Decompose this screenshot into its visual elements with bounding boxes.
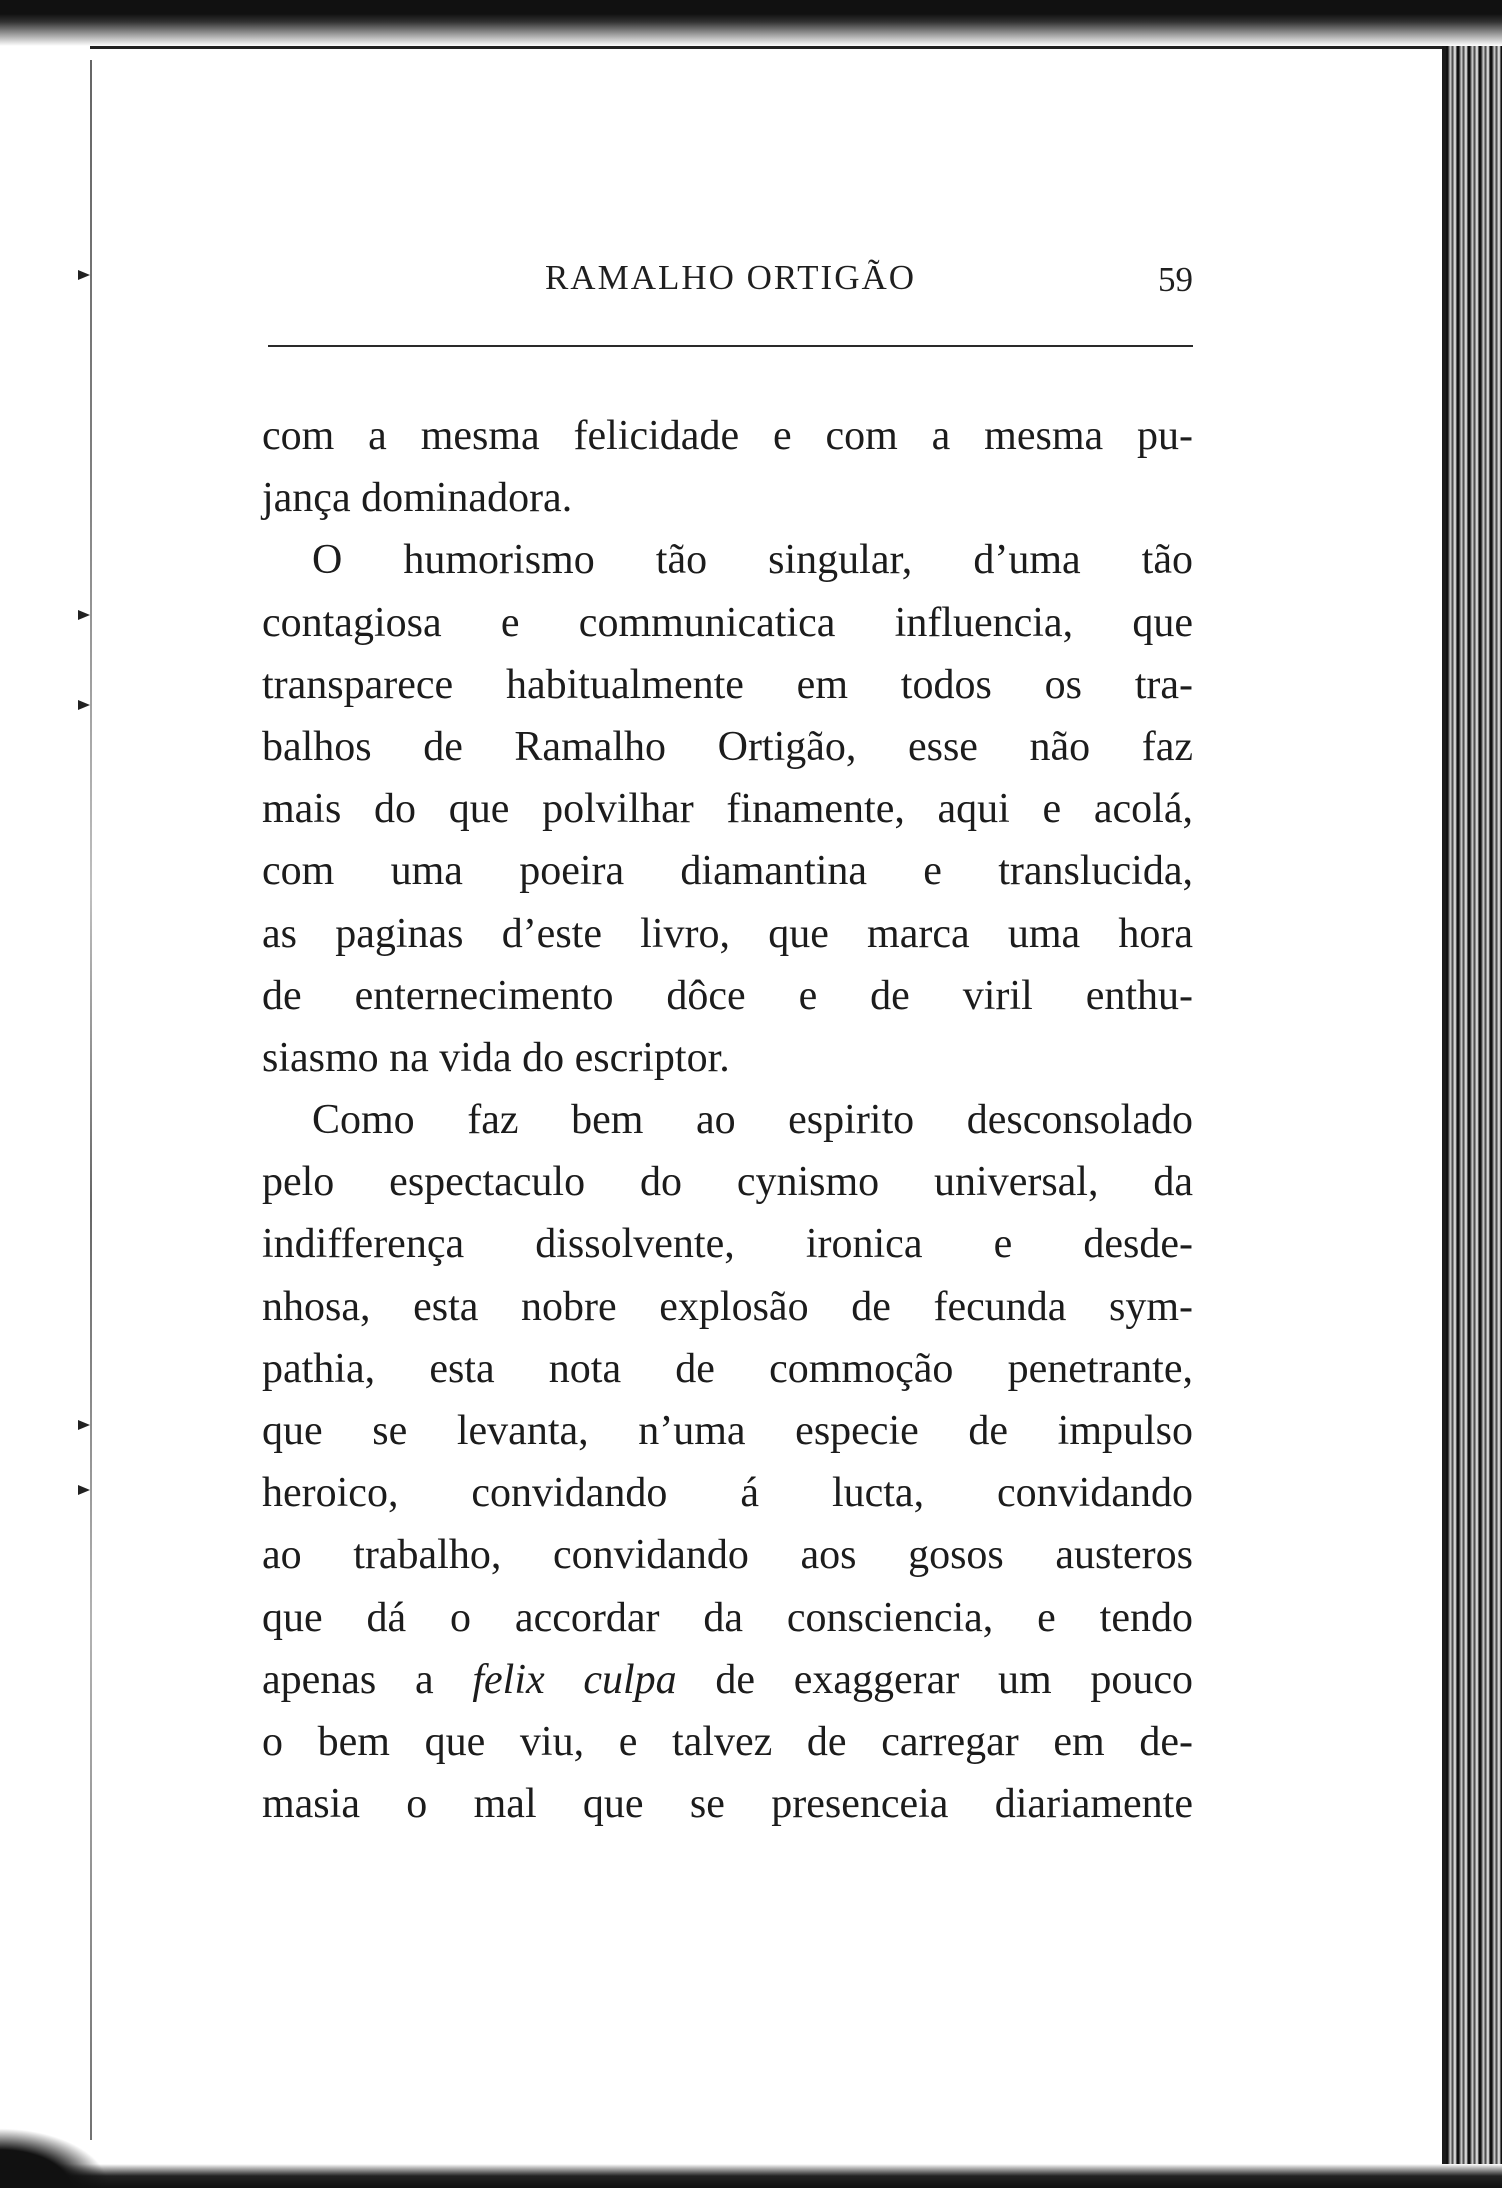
body-text <box>262 405 1193 1835</box>
running-head <box>268 258 1193 308</box>
text-line: as paginas d’este livro, que marca uma hora <box>262 910 1193 957</box>
margin-mark <box>78 610 90 620</box>
page-number: 59 <box>1158 260 1193 299</box>
text-line: O humorismo tão singular, d’uma tão <box>312 537 1193 584</box>
text-line: masia o mal que se presenceia diariamente <box>262 1781 1193 1828</box>
text-line: balhos de Ramalho Ortigão, esse não faz <box>262 723 1193 770</box>
text-line: pelo espectaculo do cynismo universal, da <box>262 1159 1193 1206</box>
running-title: RAMALHO ORTIGÃO <box>544 258 917 297</box>
scan-top-rule <box>90 46 1450 49</box>
text-line: contagiosa e communicatica influencia, que <box>262 599 1193 646</box>
margin-mark <box>78 270 90 280</box>
text-line: Como faz bem ao espirito desconsolado <box>312 1097 1193 1144</box>
text-line: pathia, esta nota de commoção penetrante, <box>262 1345 1193 1392</box>
text-line: com a mesma felicidade e com a mesma pu- <box>262 413 1193 459</box>
italic-phrase: felix culpa <box>472 1656 677 1703</box>
text-line: com uma poeira diamantina e translucida, <box>262 848 1193 895</box>
text-segment: apenas a <box>262 1656 473 1703</box>
scan-left-margin-marks <box>78 200 92 1900</box>
scan-top-edge <box>0 0 1502 46</box>
margin-mark <box>78 1420 90 1430</box>
margin-mark <box>78 700 90 710</box>
text-segment: de exaggerar um pouco <box>676 1656 1193 1703</box>
text-line: heroico, convidando á lucta, convidando <box>262 1470 1193 1517</box>
text-line <box>262 1649 1193 1711</box>
text-line: de enternecimento dôce e de viril enthu- <box>262 972 1193 1019</box>
text-line: indifferença dissolvente, ironica e desde- <box>262 1221 1193 1268</box>
text-line: ao trabalho, convidando aos gosos austeros <box>262 1532 1193 1579</box>
scan-bottom-edge <box>0 2164 1502 2188</box>
text-line: jança dominadora. <box>262 475 573 522</box>
margin-mark <box>78 1485 90 1495</box>
header-rule <box>268 345 1193 347</box>
scan-right-page-stack <box>1446 46 1502 2188</box>
text-line: siasmo na vida do escriptor. <box>262 1034 730 1081</box>
text-line: o bem que viu, e talvez de carregar em de- <box>262 1718 1193 1765</box>
text-line: mais do que polvilhar finamente, aqui e acolá, <box>262 786 1193 833</box>
scan-bottom-left-corner <box>0 2128 110 2188</box>
text-line: que dá o accordar da consciencia, e tendo <box>262 1594 1193 1641</box>
text-line: que se levanta, n’uma especie de impulso <box>262 1408 1193 1454</box>
text-line: nhosa, esta nobre explosão de fecunda sym- <box>262 1283 1193 1330</box>
text-line: transparece habitualmente em todos os tra- <box>262 661 1193 708</box>
